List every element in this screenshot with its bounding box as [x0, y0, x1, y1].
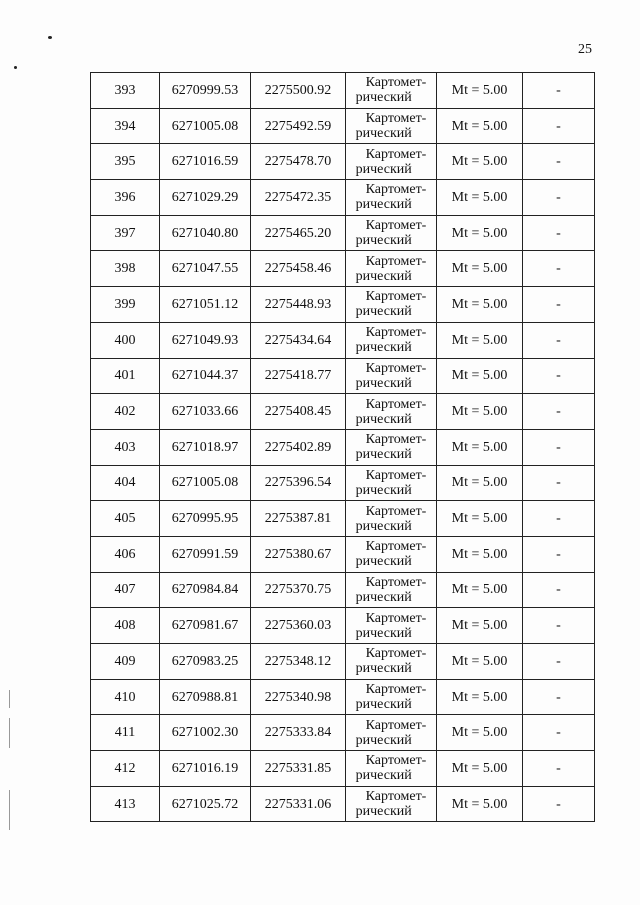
- y-coordinate-cell: 2275340.98: [251, 679, 346, 715]
- note-cell: -: [523, 358, 595, 394]
- x-coordinate-cell: 6271005.08: [160, 108, 251, 144]
- scan-speck: [14, 66, 17, 69]
- y-coordinate-cell: 2275458.46: [251, 251, 346, 287]
- table-row: [91, 608, 595, 644]
- table-row: [91, 429, 595, 465]
- point-number-cell: 412: [91, 751, 160, 787]
- table-row: [91, 358, 595, 394]
- accuracy-cell: Mt = 5.00: [437, 251, 523, 287]
- method-line-1: Картомет-: [365, 717, 427, 733]
- table-row: [91, 679, 595, 715]
- y-coordinate-cell: 2275418.77: [251, 358, 346, 394]
- method-line-2: рический: [355, 375, 412, 391]
- method-cell: [346, 215, 437, 251]
- y-coordinate-cell: 2275331.85: [251, 751, 346, 787]
- point-number-cell: 404: [91, 465, 160, 501]
- y-coordinate-cell: 2275380.67: [251, 536, 346, 572]
- y-coordinate-cell: 2275465.20: [251, 215, 346, 251]
- accuracy-cell: Mt = 5.00: [437, 322, 523, 358]
- y-coordinate-cell: 2275360.03: [251, 608, 346, 644]
- method-line-2: рический: [355, 732, 412, 748]
- method-line-2: рический: [355, 625, 412, 641]
- scan-margin-mark: [9, 690, 10, 708]
- method-line-1: Картомет-: [365, 503, 427, 519]
- method-line-1: Картомет-: [365, 467, 427, 483]
- point-number-cell: 396: [91, 180, 160, 216]
- method-cell: [346, 572, 437, 608]
- note-cell: -: [523, 394, 595, 430]
- x-coordinate-cell: 6270991.59: [160, 536, 251, 572]
- point-number-cell: 397: [91, 215, 160, 251]
- point-number-cell: 403: [91, 429, 160, 465]
- method-line-2: рический: [355, 340, 412, 356]
- note-cell: -: [523, 108, 595, 144]
- point-number-cell: 394: [91, 108, 160, 144]
- y-coordinate-cell: 2275370.75: [251, 572, 346, 608]
- x-coordinate-cell: 6271025.72: [160, 786, 251, 822]
- method-cell: [346, 251, 437, 287]
- note-cell: -: [523, 786, 595, 822]
- method-line-2: рический: [355, 304, 412, 320]
- y-coordinate-cell: 2275500.92: [251, 73, 346, 109]
- y-coordinate-cell: 2275387.81: [251, 501, 346, 537]
- note-cell: -: [523, 572, 595, 608]
- method-line-1: Картомет-: [365, 146, 427, 162]
- y-coordinate-cell: 2275472.35: [251, 180, 346, 216]
- method-line-2: рический: [355, 268, 412, 284]
- x-coordinate-cell: 6271005.08: [160, 465, 251, 501]
- accuracy-cell: Mt = 5.00: [437, 679, 523, 715]
- x-coordinate-cell: 6271040.80: [160, 215, 251, 251]
- scan-margin-mark: [9, 718, 10, 748]
- y-coordinate-cell: 2275478.70: [251, 144, 346, 180]
- method-line-1: Картомет-: [365, 218, 427, 234]
- y-coordinate-cell: 2275408.45: [251, 394, 346, 430]
- y-coordinate-cell: 2275402.89: [251, 429, 346, 465]
- accuracy-cell: Mt = 5.00: [437, 394, 523, 430]
- x-coordinate-cell: 6271051.12: [160, 287, 251, 323]
- y-coordinate-cell: 2275333.84: [251, 715, 346, 751]
- method-line-1: Картомет-: [365, 111, 427, 127]
- table-row: [91, 180, 595, 216]
- y-coordinate-cell: 2275448.93: [251, 287, 346, 323]
- method-line-2: рический: [355, 554, 412, 570]
- x-coordinate-cell: 6270999.53: [160, 73, 251, 109]
- x-coordinate-cell: 6271018.97: [160, 429, 251, 465]
- method-line-1: Картомет-: [365, 432, 427, 448]
- method-line-2: рический: [355, 482, 412, 498]
- table-row: [91, 215, 595, 251]
- table-row: [91, 715, 595, 751]
- table-row: [91, 251, 595, 287]
- point-number-cell: 406: [91, 536, 160, 572]
- x-coordinate-cell: 6270995.95: [160, 501, 251, 537]
- note-cell: -: [523, 73, 595, 109]
- method-cell: [346, 108, 437, 144]
- method-line-1: Картомет-: [365, 253, 427, 269]
- point-number-cell: 393: [91, 73, 160, 109]
- x-coordinate-cell: 6270983.25: [160, 644, 251, 680]
- scan-margin-mark: [9, 790, 10, 830]
- method-line-1: Картомет-: [365, 753, 427, 769]
- method-line-2: рический: [355, 447, 412, 463]
- accuracy-cell: Mt = 5.00: [437, 786, 523, 822]
- note-cell: -: [523, 465, 595, 501]
- method-cell: [346, 287, 437, 323]
- method-cell: [346, 536, 437, 572]
- method-line-1: Картомет-: [365, 539, 427, 555]
- method-line-1: Картомет-: [365, 182, 427, 198]
- method-cell: [346, 144, 437, 180]
- note-cell: -: [523, 144, 595, 180]
- method-line-1: Картомет-: [365, 789, 427, 805]
- accuracy-cell: Mt = 5.00: [437, 715, 523, 751]
- method-cell: [346, 180, 437, 216]
- accuracy-cell: Mt = 5.00: [437, 73, 523, 109]
- note-cell: -: [523, 679, 595, 715]
- method-line-2: рический: [355, 161, 412, 177]
- accuracy-cell: Mt = 5.00: [437, 644, 523, 680]
- point-number-cell: 413: [91, 786, 160, 822]
- method-line-2: рический: [355, 661, 412, 677]
- x-coordinate-cell: 6271002.30: [160, 715, 251, 751]
- scan-speck: [48, 36, 52, 39]
- table-row: [91, 144, 595, 180]
- y-coordinate-cell: 2275492.59: [251, 108, 346, 144]
- note-cell: -: [523, 180, 595, 216]
- method-line-1: Картомет-: [365, 682, 427, 698]
- coordinates-table: [90, 72, 595, 822]
- table-row: [91, 108, 595, 144]
- x-coordinate-cell: 6271033.66: [160, 394, 251, 430]
- note-cell: -: [523, 322, 595, 358]
- method-line-2: рический: [355, 233, 412, 249]
- note-cell: -: [523, 215, 595, 251]
- y-coordinate-cell: 2275331.06: [251, 786, 346, 822]
- method-cell: [346, 679, 437, 715]
- table-row: [91, 572, 595, 608]
- note-cell: -: [523, 608, 595, 644]
- x-coordinate-cell: 6271049.93: [160, 322, 251, 358]
- accuracy-cell: Mt = 5.00: [437, 215, 523, 251]
- method-line-2: рический: [355, 90, 412, 106]
- point-number-cell: 400: [91, 322, 160, 358]
- note-cell: -: [523, 715, 595, 751]
- method-line-2: рический: [355, 697, 412, 713]
- point-number-cell: 399: [91, 287, 160, 323]
- accuracy-cell: Mt = 5.00: [437, 108, 523, 144]
- method-cell: [346, 429, 437, 465]
- x-coordinate-cell: 6271044.37: [160, 358, 251, 394]
- method-line-2: рический: [355, 126, 412, 142]
- method-line-1: Картомет-: [365, 610, 427, 626]
- method-cell: [346, 394, 437, 430]
- accuracy-cell: Mt = 5.00: [437, 144, 523, 180]
- method-cell: [346, 465, 437, 501]
- x-coordinate-cell: 6270988.81: [160, 679, 251, 715]
- y-coordinate-cell: 2275434.64: [251, 322, 346, 358]
- accuracy-cell: Mt = 5.00: [437, 180, 523, 216]
- x-coordinate-cell: 6271047.55: [160, 251, 251, 287]
- method-line-2: рический: [355, 411, 412, 427]
- accuracy-cell: Mt = 5.00: [437, 608, 523, 644]
- accuracy-cell: Mt = 5.00: [437, 751, 523, 787]
- point-number-cell: 411: [91, 715, 160, 751]
- method-cell: [346, 786, 437, 822]
- point-number-cell: 402: [91, 394, 160, 430]
- method-cell: [346, 608, 437, 644]
- table-row: [91, 287, 595, 323]
- method-line-1: Картомет-: [365, 396, 427, 412]
- method-cell: [346, 322, 437, 358]
- note-cell: -: [523, 751, 595, 787]
- method-line-1: Картомет-: [365, 75, 427, 91]
- note-cell: -: [523, 501, 595, 537]
- accuracy-cell: Mt = 5.00: [437, 465, 523, 501]
- method-line-1: Картомет-: [365, 574, 427, 590]
- method-line-2: рический: [355, 804, 412, 820]
- point-number-cell: 407: [91, 572, 160, 608]
- method-cell: [346, 73, 437, 109]
- point-number-cell: 409: [91, 644, 160, 680]
- accuracy-cell: Mt = 5.00: [437, 429, 523, 465]
- method-cell: [346, 644, 437, 680]
- note-cell: -: [523, 429, 595, 465]
- accuracy-cell: Mt = 5.00: [437, 501, 523, 537]
- method-line-2: рический: [355, 518, 412, 534]
- method-cell: [346, 358, 437, 394]
- note-cell: -: [523, 536, 595, 572]
- method-line-1: Картомет-: [365, 360, 427, 376]
- page-number: 25: [578, 42, 592, 57]
- point-number-cell: 401: [91, 358, 160, 394]
- note-cell: -: [523, 251, 595, 287]
- method-cell: [346, 751, 437, 787]
- x-coordinate-cell: 6271016.59: [160, 144, 251, 180]
- table-row: [91, 73, 595, 109]
- note-cell: -: [523, 287, 595, 323]
- y-coordinate-cell: 2275348.12: [251, 644, 346, 680]
- method-cell: [346, 501, 437, 537]
- method-line-2: рический: [355, 589, 412, 605]
- y-coordinate-cell: 2275396.54: [251, 465, 346, 501]
- x-coordinate-cell: 6270981.67: [160, 608, 251, 644]
- point-number-cell: 408: [91, 608, 160, 644]
- accuracy-cell: Mt = 5.00: [437, 358, 523, 394]
- table-row: [91, 644, 595, 680]
- method-line-1: Картомет-: [365, 289, 427, 305]
- method-line-2: рический: [355, 768, 412, 784]
- x-coordinate-cell: 6271029.29: [160, 180, 251, 216]
- table-row: [91, 465, 595, 501]
- table-row: [91, 394, 595, 430]
- table-row: [91, 501, 595, 537]
- note-cell: -: [523, 644, 595, 680]
- accuracy-cell: Mt = 5.00: [437, 536, 523, 572]
- point-number-cell: 410: [91, 679, 160, 715]
- table-row: [91, 322, 595, 358]
- method-cell: [346, 715, 437, 751]
- method-line-1: Картомет-: [365, 325, 427, 341]
- method-line-2: рический: [355, 197, 412, 213]
- point-number-cell: 395: [91, 144, 160, 180]
- table-row: [91, 751, 595, 787]
- accuracy-cell: Mt = 5.00: [437, 572, 523, 608]
- x-coordinate-cell: 6270984.84: [160, 572, 251, 608]
- x-coordinate-cell: 6271016.19: [160, 751, 251, 787]
- accuracy-cell: Mt = 5.00: [437, 287, 523, 323]
- table-row: [91, 786, 595, 822]
- point-number-cell: 398: [91, 251, 160, 287]
- method-line-1: Картомет-: [365, 646, 427, 662]
- table-row: [91, 536, 595, 572]
- point-number-cell: 405: [91, 501, 160, 537]
